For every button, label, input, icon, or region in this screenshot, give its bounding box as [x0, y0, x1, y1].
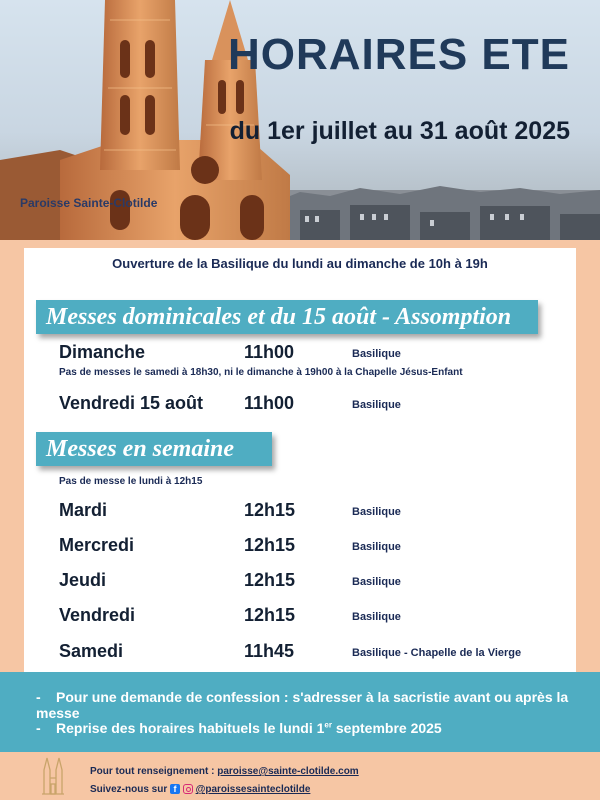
social-handle-link[interactable]: @paroissesainteclotilde	[195, 784, 311, 795]
footer	[0, 752, 600, 800]
weekday-masses-heading: Messes en semaine	[36, 432, 272, 466]
row-time: 11h00	[244, 393, 295, 413]
bullet-dash: -	[36, 689, 41, 705]
contact-line	[90, 766, 359, 777]
ordinal-suffix: er	[324, 720, 332, 730]
schedule-row	[59, 535, 559, 559]
schedule-row	[59, 641, 559, 665]
resumption-text: Reprise des horaires habituels le lundi 1	[56, 720, 325, 736]
row-day: Samedi	[59, 641, 124, 661]
facebook-icon[interactable]: f	[170, 784, 180, 794]
row-place: Basilique	[352, 611, 401, 623]
row-place: Basilique	[352, 506, 401, 518]
resumption-date: septembre 2025	[331, 720, 442, 736]
schedule-row	[59, 342, 559, 366]
schedule-row	[59, 605, 559, 629]
email-link[interactable]: paroisse@sainte-clotilde.com	[217, 766, 359, 777]
row-time: 11h00	[244, 342, 295, 362]
info-band	[0, 672, 600, 752]
row-day: Mardi	[59, 500, 108, 520]
row-day: Vendredi 15 août	[59, 393, 204, 413]
row-day: Dimanche	[59, 342, 146, 362]
confession-info	[36, 689, 600, 721]
row-time: 12h15	[244, 570, 296, 590]
page-title: HORAIRES ETE	[227, 30, 570, 79]
contact-label: Pour tout renseignement :	[90, 766, 218, 777]
row-day: Jeudi	[59, 570, 107, 590]
social-line	[90, 784, 310, 795]
row-time: 12h15	[244, 500, 296, 520]
confession-text: Pour une demande de confession : s'adresser à la sacristie avant ou après la messe	[36, 689, 569, 721]
row-place: Basilique	[352, 576, 401, 588]
opening-hours: Ouverture de la Basilique du lundi au dimanche de 10h à 19h	[112, 256, 488, 271]
header-banner	[0, 0, 600, 240]
row-place: Basilique	[352, 541, 401, 553]
schedule-row	[59, 393, 559, 417]
social-label: Suivez-nous sur	[90, 784, 168, 795]
date-range-subtitle: du 1er juillet au 31 août 2025	[229, 117, 570, 145]
row-place: Basilique	[352, 348, 401, 360]
schedule-card	[24, 248, 576, 672]
basilica-logo-icon	[40, 756, 66, 796]
weekday-note: Pas de messe le lundi à 12h15	[59, 476, 203, 487]
row-time: 12h15	[244, 605, 296, 625]
instagram-icon[interactable]	[183, 784, 193, 794]
sunday-note: Pas de messes le samedi à 18h30, ni le dimanche à 19h00 à la Chapelle Jésus-Enfant	[59, 367, 463, 378]
row-day: Mercredi	[59, 535, 135, 555]
parish-name: Paroisse Sainte-Clotilde	[20, 196, 158, 210]
resumption-info	[36, 720, 442, 736]
row-time: 12h15	[244, 535, 296, 555]
row-time: 11h45	[244, 641, 295, 661]
row-day: Vendredi	[59, 605, 136, 625]
schedule-row	[59, 500, 559, 524]
bullet-dash: -	[36, 720, 41, 736]
schedule-row	[59, 570, 559, 594]
row-place: Basilique - Chapelle de la Vierge	[352, 647, 522, 659]
row-place: Basilique	[352, 399, 401, 411]
sunday-masses-heading: Messes dominicales et du 15 août - Assomption	[36, 300, 538, 334]
